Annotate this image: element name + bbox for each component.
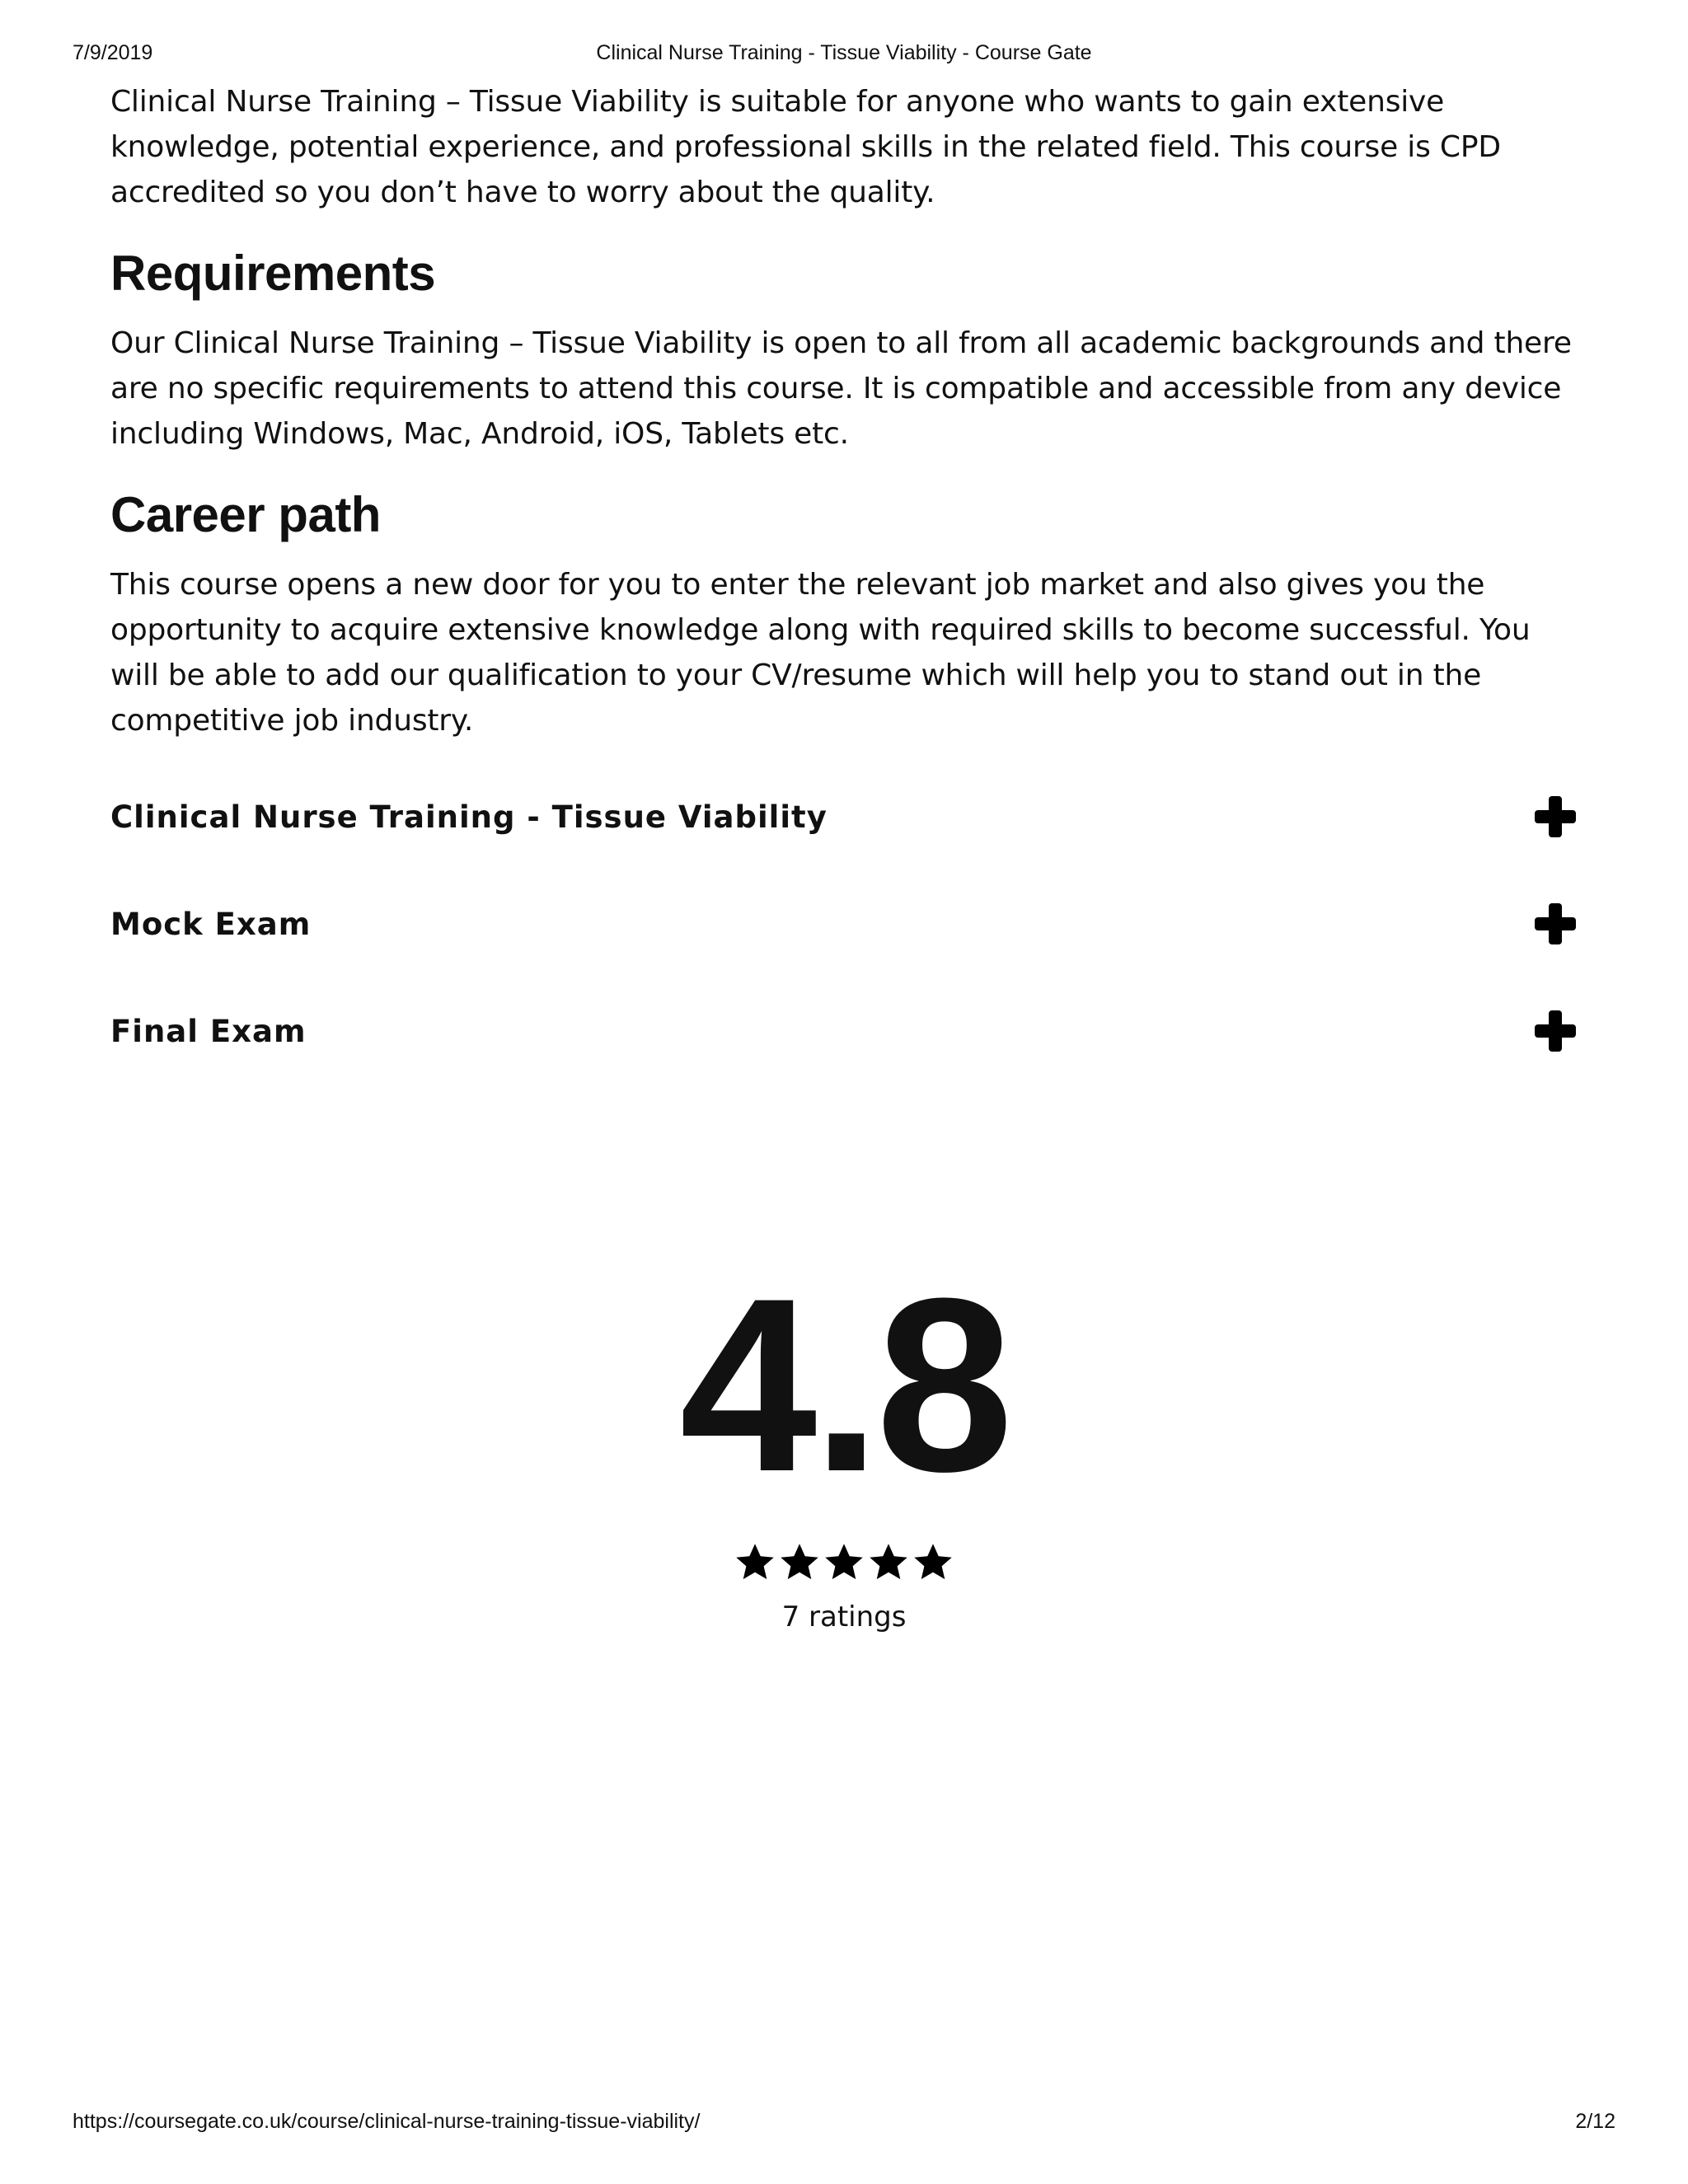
accordion-item-final-exam[interactable] <box>110 999 1578 1106</box>
page-number: 2/12 <box>1575 2110 1615 2133</box>
rating-summary <box>0 1246 1688 1633</box>
print-footer <box>73 2110 1615 2143</box>
requirements-paragraph: Our Clinical Nurse Training – Tissue Viability is open to all from all academic backgrounds and there are no specific requirements to attend this course. It is compatible and accessible from any device including Windows, Mac, Android, iOS, Tablets etc. <box>110 326 1572 451</box>
star-icon <box>823 1541 865 1584</box>
rating-value: 4.8 <box>679 1246 1009 1523</box>
star-rating <box>0 1541 1688 1591</box>
plus-icon[interactable] <box>1533 902 1578 946</box>
print-header <box>73 41 1615 74</box>
accordion-item-label: Mock Exam <box>110 907 312 942</box>
print-url: https://coursegate.co.uk/course/clinical-nurse-training-tissue-viability/ <box>73 2110 701 2133</box>
star-icon <box>734 1541 776 1584</box>
star-icon <box>912 1541 954 1584</box>
accordion-item-label: Clinical Nurse Training - Tissue Viability <box>110 799 828 835</box>
accordion-item-course-module[interactable] <box>110 785 1578 892</box>
course-description <box>110 79 1578 1106</box>
print-page-title: Clinical Nurse Training - Tissue Viability - Course Gate <box>596 41 1092 64</box>
intro-paragraph: Clinical Nurse Training – Tissue Viability is suitable for anyone who wants to gain extensive knowledge, potential experience, and professional skills in the related field. This course is CPD accredited so you don’t have to worry about the quality. <box>110 85 1501 209</box>
accordion-item-mock-exam[interactable] <box>110 892 1578 999</box>
rating-count: 7 ratings <box>781 1601 907 1633</box>
star-icon <box>778 1541 821 1584</box>
star-icon <box>867 1541 910 1584</box>
curriculum-accordion <box>110 785 1578 1106</box>
plus-icon[interactable] <box>1533 1009 1578 1053</box>
requirements-heading: Requirements <box>110 246 436 301</box>
career-path-paragraph: This course opens a new door for you to enter the relevant job market and also gives you the opportunity to acquire extensive knowledge along with required skills to become successful. You will be able to add our qualification to your CV/resume which will help you to stand out in the competitive job industry. <box>110 568 1531 738</box>
plus-icon[interactable] <box>1533 794 1578 839</box>
accordion-item-label: Final Exam <box>110 1014 307 1049</box>
print-date: 7/9/2019 <box>73 41 153 64</box>
career-path-heading: Career path <box>110 487 381 542</box>
